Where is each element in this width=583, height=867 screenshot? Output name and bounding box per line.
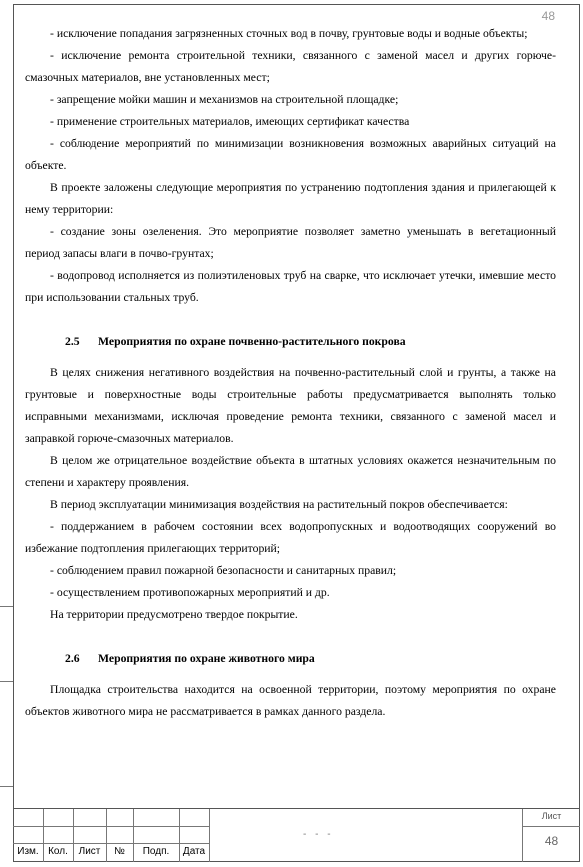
paragraph: - создание зоны озеленения. Это мероприятие позволяет заметно уменьшать в вегетационный период запасы влаги в почво-грунтах; xyxy=(25,225,556,260)
paragraph: - исключение ремонта строительной техники, связанного с заменой масел и других горюче-смазочных материалов, вне установленных мест; xyxy=(25,49,556,84)
header-izm: Изм. xyxy=(17,846,39,857)
section-heading-2-6 xyxy=(25,648,556,670)
paragraph: - запрещение мойки машин и механизмов на строительной площадке; xyxy=(50,93,399,106)
paragraph: - водопровод исполняется из полиэтиленовых труб на сварке, что исключает утечки, имевшие место при использовании стальных труб. xyxy=(25,269,556,304)
paragraph: Площадка строительства находится на освоенной территории, поэтому мероприятия по охране объектов животного мира не рассматривается в рамках данного раздела. xyxy=(25,683,556,718)
sheet-label: Лист xyxy=(541,811,562,821)
header-list: Лист xyxy=(78,846,101,857)
header-number: № xyxy=(114,846,125,857)
sheet-box xyxy=(522,809,580,862)
paragraph: - исключение попадания загрязненных сточных вод в почву, грунтовые воды и водные объекты; xyxy=(50,27,528,40)
paragraph: В проекте заложены следующие мероприятия по устранению подтопления здания и прилегающей к нему территории: xyxy=(25,181,556,216)
header-podp: Подп. xyxy=(142,846,170,857)
document-code: - - - xyxy=(303,829,334,840)
section-heading-2-5 xyxy=(25,331,556,353)
header-data: Дата xyxy=(182,846,206,857)
paragraph: - соблюдением правил пожарной безопасности и санитарных правил; xyxy=(50,564,397,577)
section-title: Мероприятия по охране животного мира xyxy=(98,652,315,665)
paragraph: - поддержанием в рабочем состоянии всех водопропускных и водоотводящих сооружений во избежание подтопления прилегающих территорий; xyxy=(25,520,556,555)
section-number: 2.5 xyxy=(65,335,80,348)
paragraph: - применение строительных материалов, имеющих сертификат качества xyxy=(50,115,410,128)
paragraph: На территории предусмотрено твердое покрытие. xyxy=(50,608,298,621)
section-number: 2.6 xyxy=(65,652,80,665)
header-kol: Кол. xyxy=(48,846,68,857)
paragraph: В целом же отрицательное воздействие объекта в штатных условиях окажется незначительным по степени и характеру проявления. xyxy=(25,454,556,489)
left-margin-strip xyxy=(0,606,13,862)
sheet-number: 48 xyxy=(544,834,559,848)
title-block xyxy=(13,808,580,862)
document-body xyxy=(25,23,556,723)
paragraph: В целях снижения негативного воздействия на почвенно-растительный слой и грунты, а также на грунтовые и поверхностные воды строительные работы предусматривается выполнять только исправными механизмами, исключая проведение ремонта техники, связанного с заменой масел и заправкой горюче-смазочных материалов. xyxy=(25,366,556,445)
paragraph: - соблюдение мероприятий по минимизации возникновения возможных аварийных ситуаций на объекте. xyxy=(25,137,556,172)
page-number-top: 48 xyxy=(541,9,555,23)
paragraph: В период эксплуатации минимизация воздействия на растительный покров обеспечивается: xyxy=(50,498,508,511)
section-title: Мероприятия по охране почвенно-растительного покрова xyxy=(98,335,406,348)
paragraph: - осуществлением противопожарных мероприятий и др. xyxy=(50,586,330,599)
